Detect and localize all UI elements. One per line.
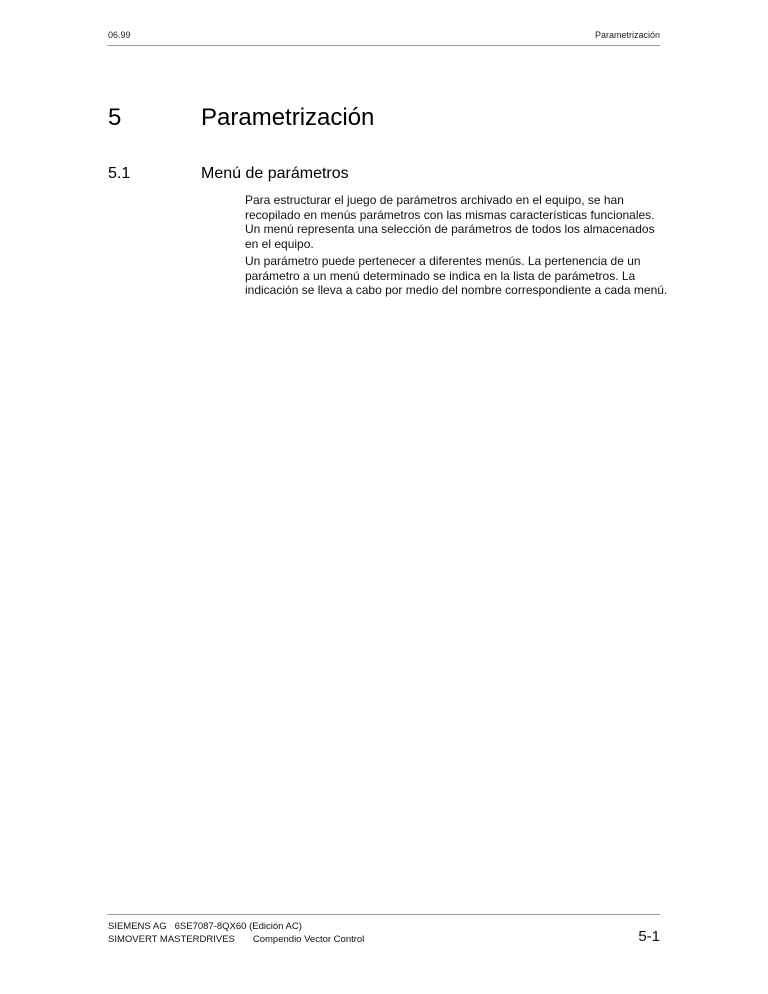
footer-document: Compendio Vector Control [252,934,365,945]
paragraph: Un parámetro puede pertenecer a diferentes menús. La pertenencia de un parámetro a un menú determinado se indica en la lista de parámetros. La indicación se lleva a cabo por medio del nombre correspondiente a cada menú. [245,254,668,297]
page-number: 5-1 [638,928,660,945]
header-divider [107,45,660,46]
chapter-title: Parametrización [201,104,375,131]
header-section-name: Parametrización [594,30,660,40]
body-text [245,193,670,301]
footer-line-2 [108,934,364,945]
footer-order-number: 6SE7087-8QX60 (Edición AC) [174,921,302,932]
chapter-number: 5 [108,104,122,131]
section-title: Menú de parámetros [201,165,349,182]
paragraph: Para estructurar el juego de parámetros archivado en el equipo, se han recopilado en menús parámetros con las mismas características funcionales. Un menú representa una selección de parámetros de todos los almacenados en el equipo. [245,193,655,251]
footer-company: SIEMENS AG [108,921,167,932]
header-date: 06.99 [108,30,131,40]
footer-product: SIMOVERT MASTERDRIVES [108,934,235,945]
section-number: 5.1 [108,165,131,182]
footer-divider [107,914,660,915]
footer-line-1 [108,921,302,932]
